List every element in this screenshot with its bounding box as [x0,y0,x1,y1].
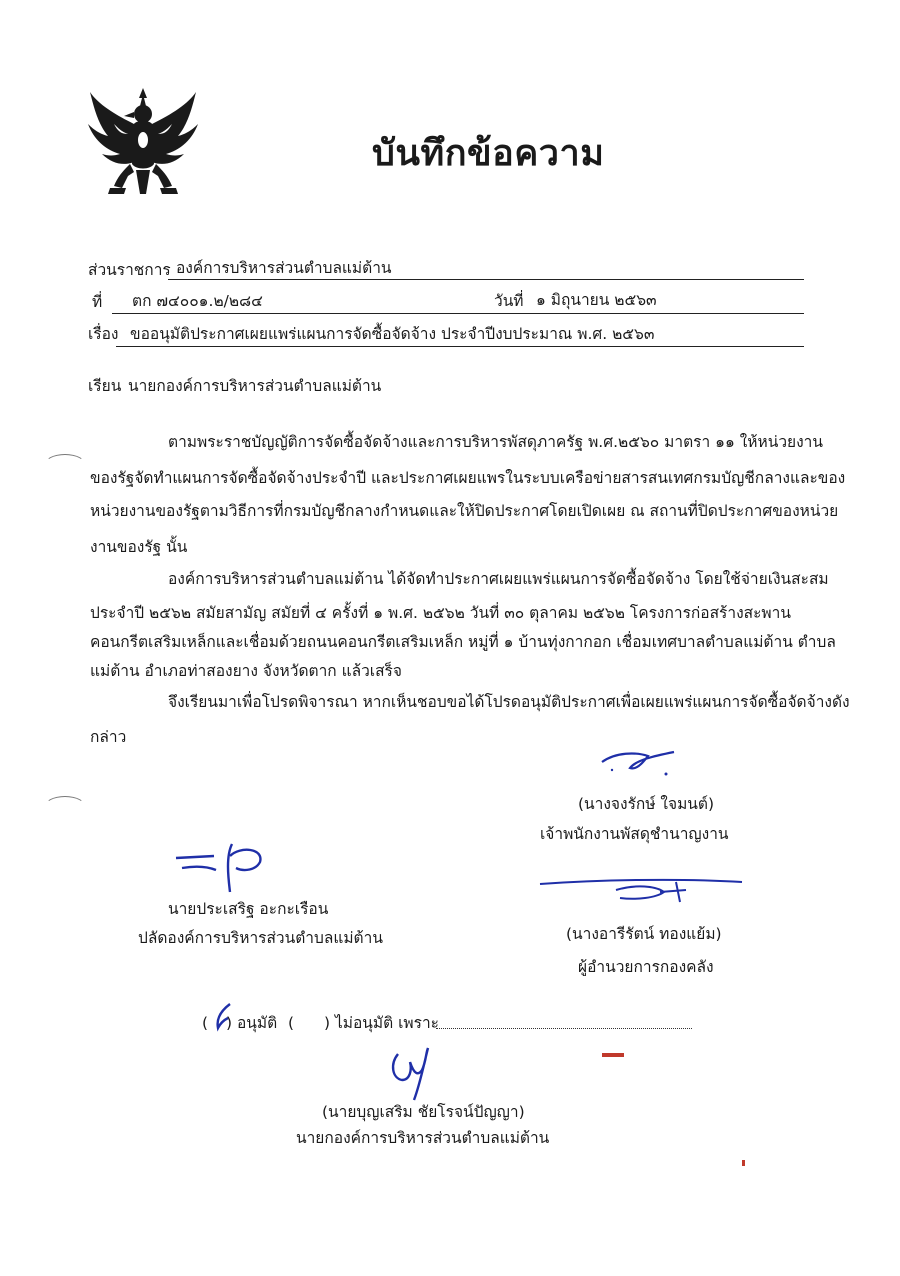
approve-label: ) อนุมัติ [226,1014,278,1032]
body-line: แม่ต้าน อำเภอท่าสองยาง จังหวัดตาก แล้วเสร็จ [90,662,402,680]
officer-signature [596,742,686,782]
punch-hole-mark [44,454,86,476]
date-label: วันที่ [494,292,524,310]
agency-label: ส่วนราชการ [88,261,171,279]
subject-value: ขออนุมัติประกาศเผยแพร่แผนการจัดซื้อจัดจ้าง ประจำปีงบประมาณ พ.ศ. ๒๕๖๓ [130,325,655,343]
ref-label: ที่ [92,293,103,311]
mayor-name: (นายบุญเสริม ชัยโรจน์ปัญญา) [322,1103,525,1121]
punch-hole-mark [44,796,86,818]
treasury-name: (นางอารีรัตน์ ทองแย้ม) [566,925,722,943]
red-stamp-mark [602,1053,624,1057]
officer-name: (นางจงรักษ์ ใจมนต์) [578,795,714,813]
mayor-position: นายกองค์การบริหารส่วนตำบลแม่ต้าน [296,1129,550,1147]
page-title: บันทึกข้อความ [372,133,605,174]
agency-underline [168,279,804,280]
date-value: ๑ มิถุนายน ๒๕๖๓ [536,291,657,309]
body-line: กล่าว [90,728,127,746]
deputy-signature [170,836,270,896]
subject-label: เรื่อง [88,325,119,343]
officer-position: เจ้าพนักงานพัสดุชำนาญงาน [540,825,729,843]
deputy-position: ปลัดองค์การบริหารส่วนตำบลแม่ต้าน [138,929,383,947]
body-line: ของรัฐจัดทำแผนการจัดซื้อจัดจ้างประจำปี และประกาศเผยแพรในระบบเครือข่ายสารสนเทศกรมบัญชีกลางและของ [90,469,846,487]
body-line: จึงเรียนมาเพื่อโปรดพิจารณา หากเห็นชอบขอได้โปรดอนุมัติประกาศเพื่อเผยแพร่แผนการจัดซื้อจัดจ้างดัง [168,693,850,711]
ref-value: ตก ๗๔๐๐๑.๒/๒๘๔ [132,292,263,310]
body-line: ประจำปี ๒๕๖๒ สมัยสามัญ สมัยที่ ๔ ครั้งที่ ๑ พ.ศ. ๒๕๖๒ วันที่ ๓๐ ตุลาคม ๒๕๖๒ โครงการก่อสร้างสะพาน [90,604,791,622]
approve-open-paren: ( [202,1014,209,1032]
body-line: งานของรัฐ นั้น [90,538,188,556]
body-line: หน่วยงานของรัฐตามวิธีการที่กรมบัญชีกลางกำหนดและให้ปิดประกาศโดยเปิดเผย ณ สถานที่ปิดประกาศของหน่วย [90,502,839,520]
salutation-label: เรียน [88,377,122,395]
treasury-signature [536,868,746,908]
mayor-signature [384,1040,444,1104]
body-line: ตามพระราชบัญญัติการจัดซื้อจัดจ้างและการบริหารพัสดุภาครัฐ พ.ศ.๒๕๖๐ มาตรา ๑๑ ให้หน่วยงาน [168,433,823,451]
garuda-emblem-icon [84,84,202,202]
body-line: คอนกรีตเสริมเหล็กและเชื่อมด้วยถนนคอนกรีตเสริมเหล็ก หมู่ที่ ๑ บ้านทุ่งกากอก เชื่อมเทศบาลตำบลแม่ต้าน ตำบล [90,633,836,651]
reject-label: ) ไม่อนุมัติ เพราะ [324,1014,439,1032]
red-stamp-mark [742,1160,745,1166]
reason-dotted-line [436,1028,692,1029]
deputy-name: นายประเสริฐ อะกะเรือน [168,900,329,918]
reject-open-paren: ( [288,1014,295,1032]
date-underline [492,313,804,314]
agency-value: องค์การบริหารส่วนตำบลแม่ต้าน [176,259,392,277]
subject-underline [116,346,804,347]
treasury-position: ผู้อำนวยการกองคลัง [578,958,714,976]
salutation-value: นายกองค์การบริหารส่วนตำบลแม่ต้าน [128,377,382,395]
ref-underline [112,313,492,314]
body-line: องค์การบริหารส่วนตำบลแม่ต้าน ได้จัดทำประกาศเผยแพร่แผนการจัดซื้อจัดจ้าง โดยใช้จ่ายเงินสะสม [168,570,829,588]
